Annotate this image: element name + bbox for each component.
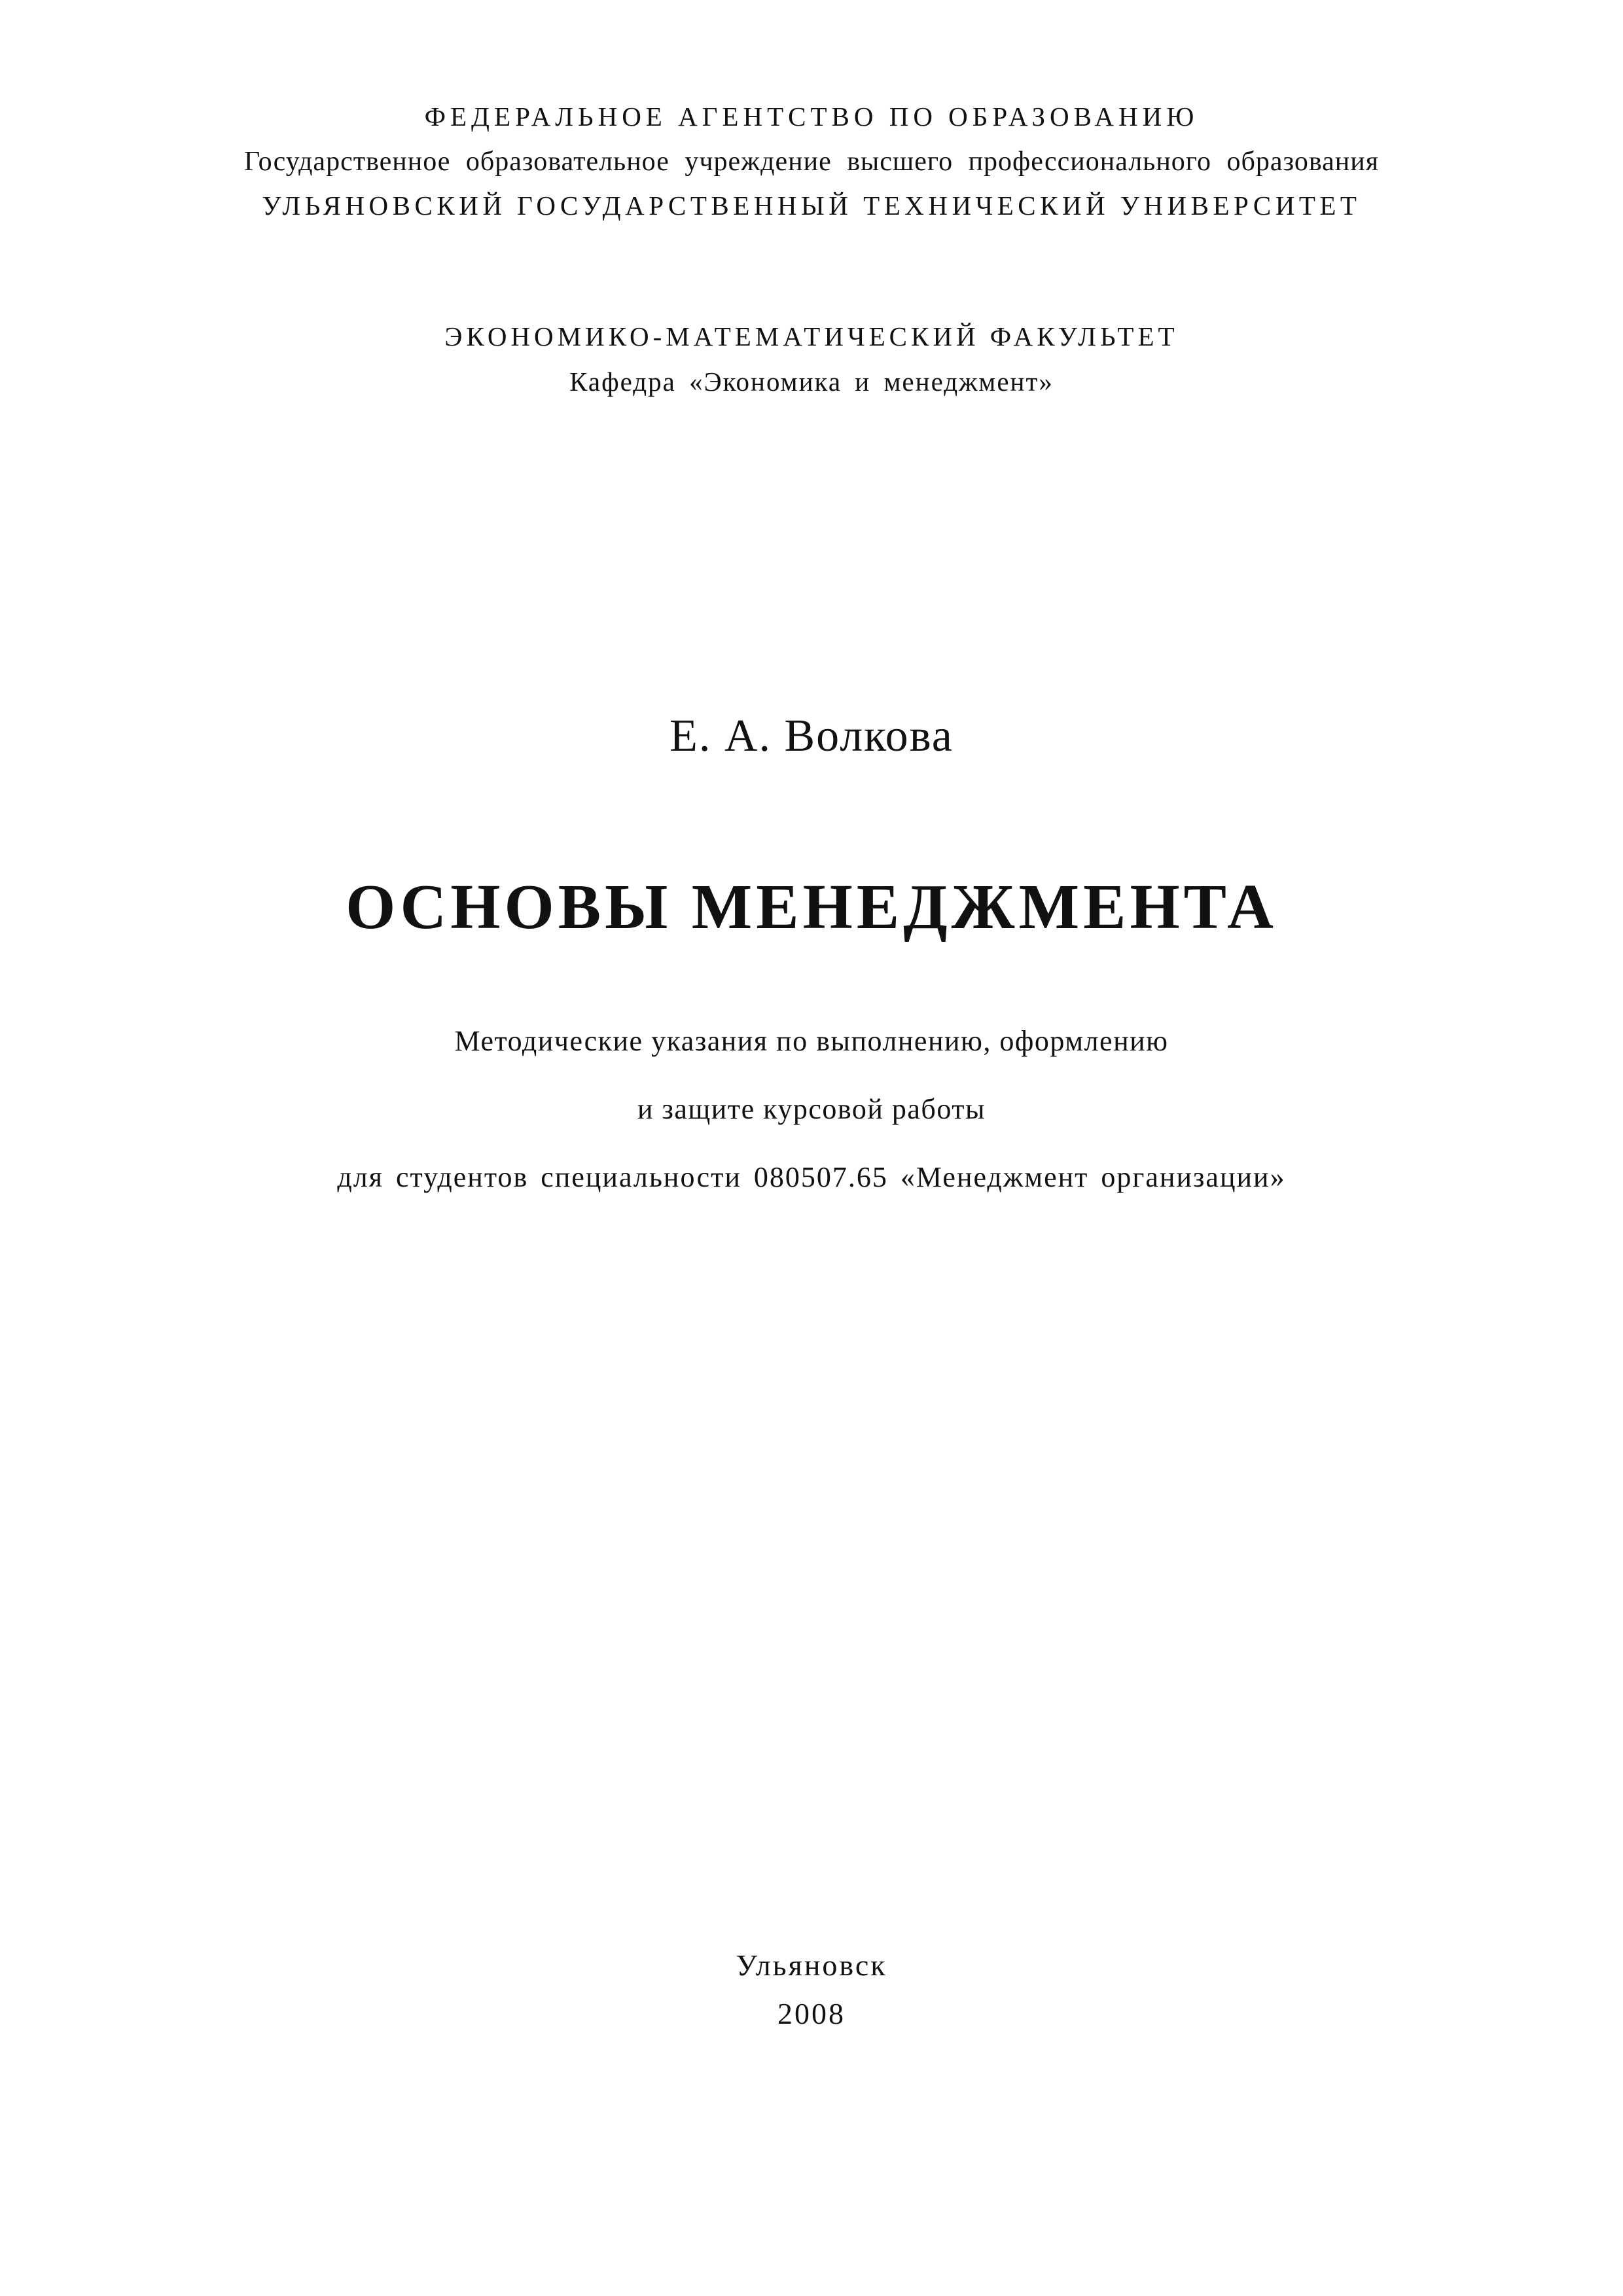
imprint-city: Ульяновск bbox=[736, 1948, 887, 1982]
university-name: УЛЬЯНОВСКИЙ ГОСУДАРСТВЕННЫЙ ТЕХНИЧЕСКИЙ УНИВЕРСИТЕТ bbox=[262, 190, 1361, 221]
imprint-year: 2008 bbox=[777, 1997, 846, 2030]
author-name: Е. А. Волкова bbox=[669, 711, 954, 761]
department-name: Кафедра «Экономика и менеджмент» bbox=[569, 367, 1054, 397]
institution-type: Государственное образовательное учреждение высшего профессионального образования bbox=[243, 147, 1380, 177]
document-title: ОСНОВЫ МЕНЕДЖМЕНТА bbox=[346, 872, 1277, 942]
agency-name: ФЕДЕРАЛЬНОЕ АГЕНТСТВО ПО ОБРАЗОВАНИЮ bbox=[424, 101, 1199, 132]
subtitle-line-3: для студентов специальности 080507.65 «Менеджмент организации» bbox=[337, 1161, 1286, 1193]
faculty-name: ЭКОНОМИКО-МАТЕМАТИЧЕСКИЙ ФАКУЛЬТЕТ bbox=[444, 321, 1179, 351]
subtitle-line-1: Методические указания по выполнению, оформлению bbox=[454, 1025, 1169, 1057]
subtitle-line-2: и защите курсовой работы bbox=[637, 1093, 986, 1125]
